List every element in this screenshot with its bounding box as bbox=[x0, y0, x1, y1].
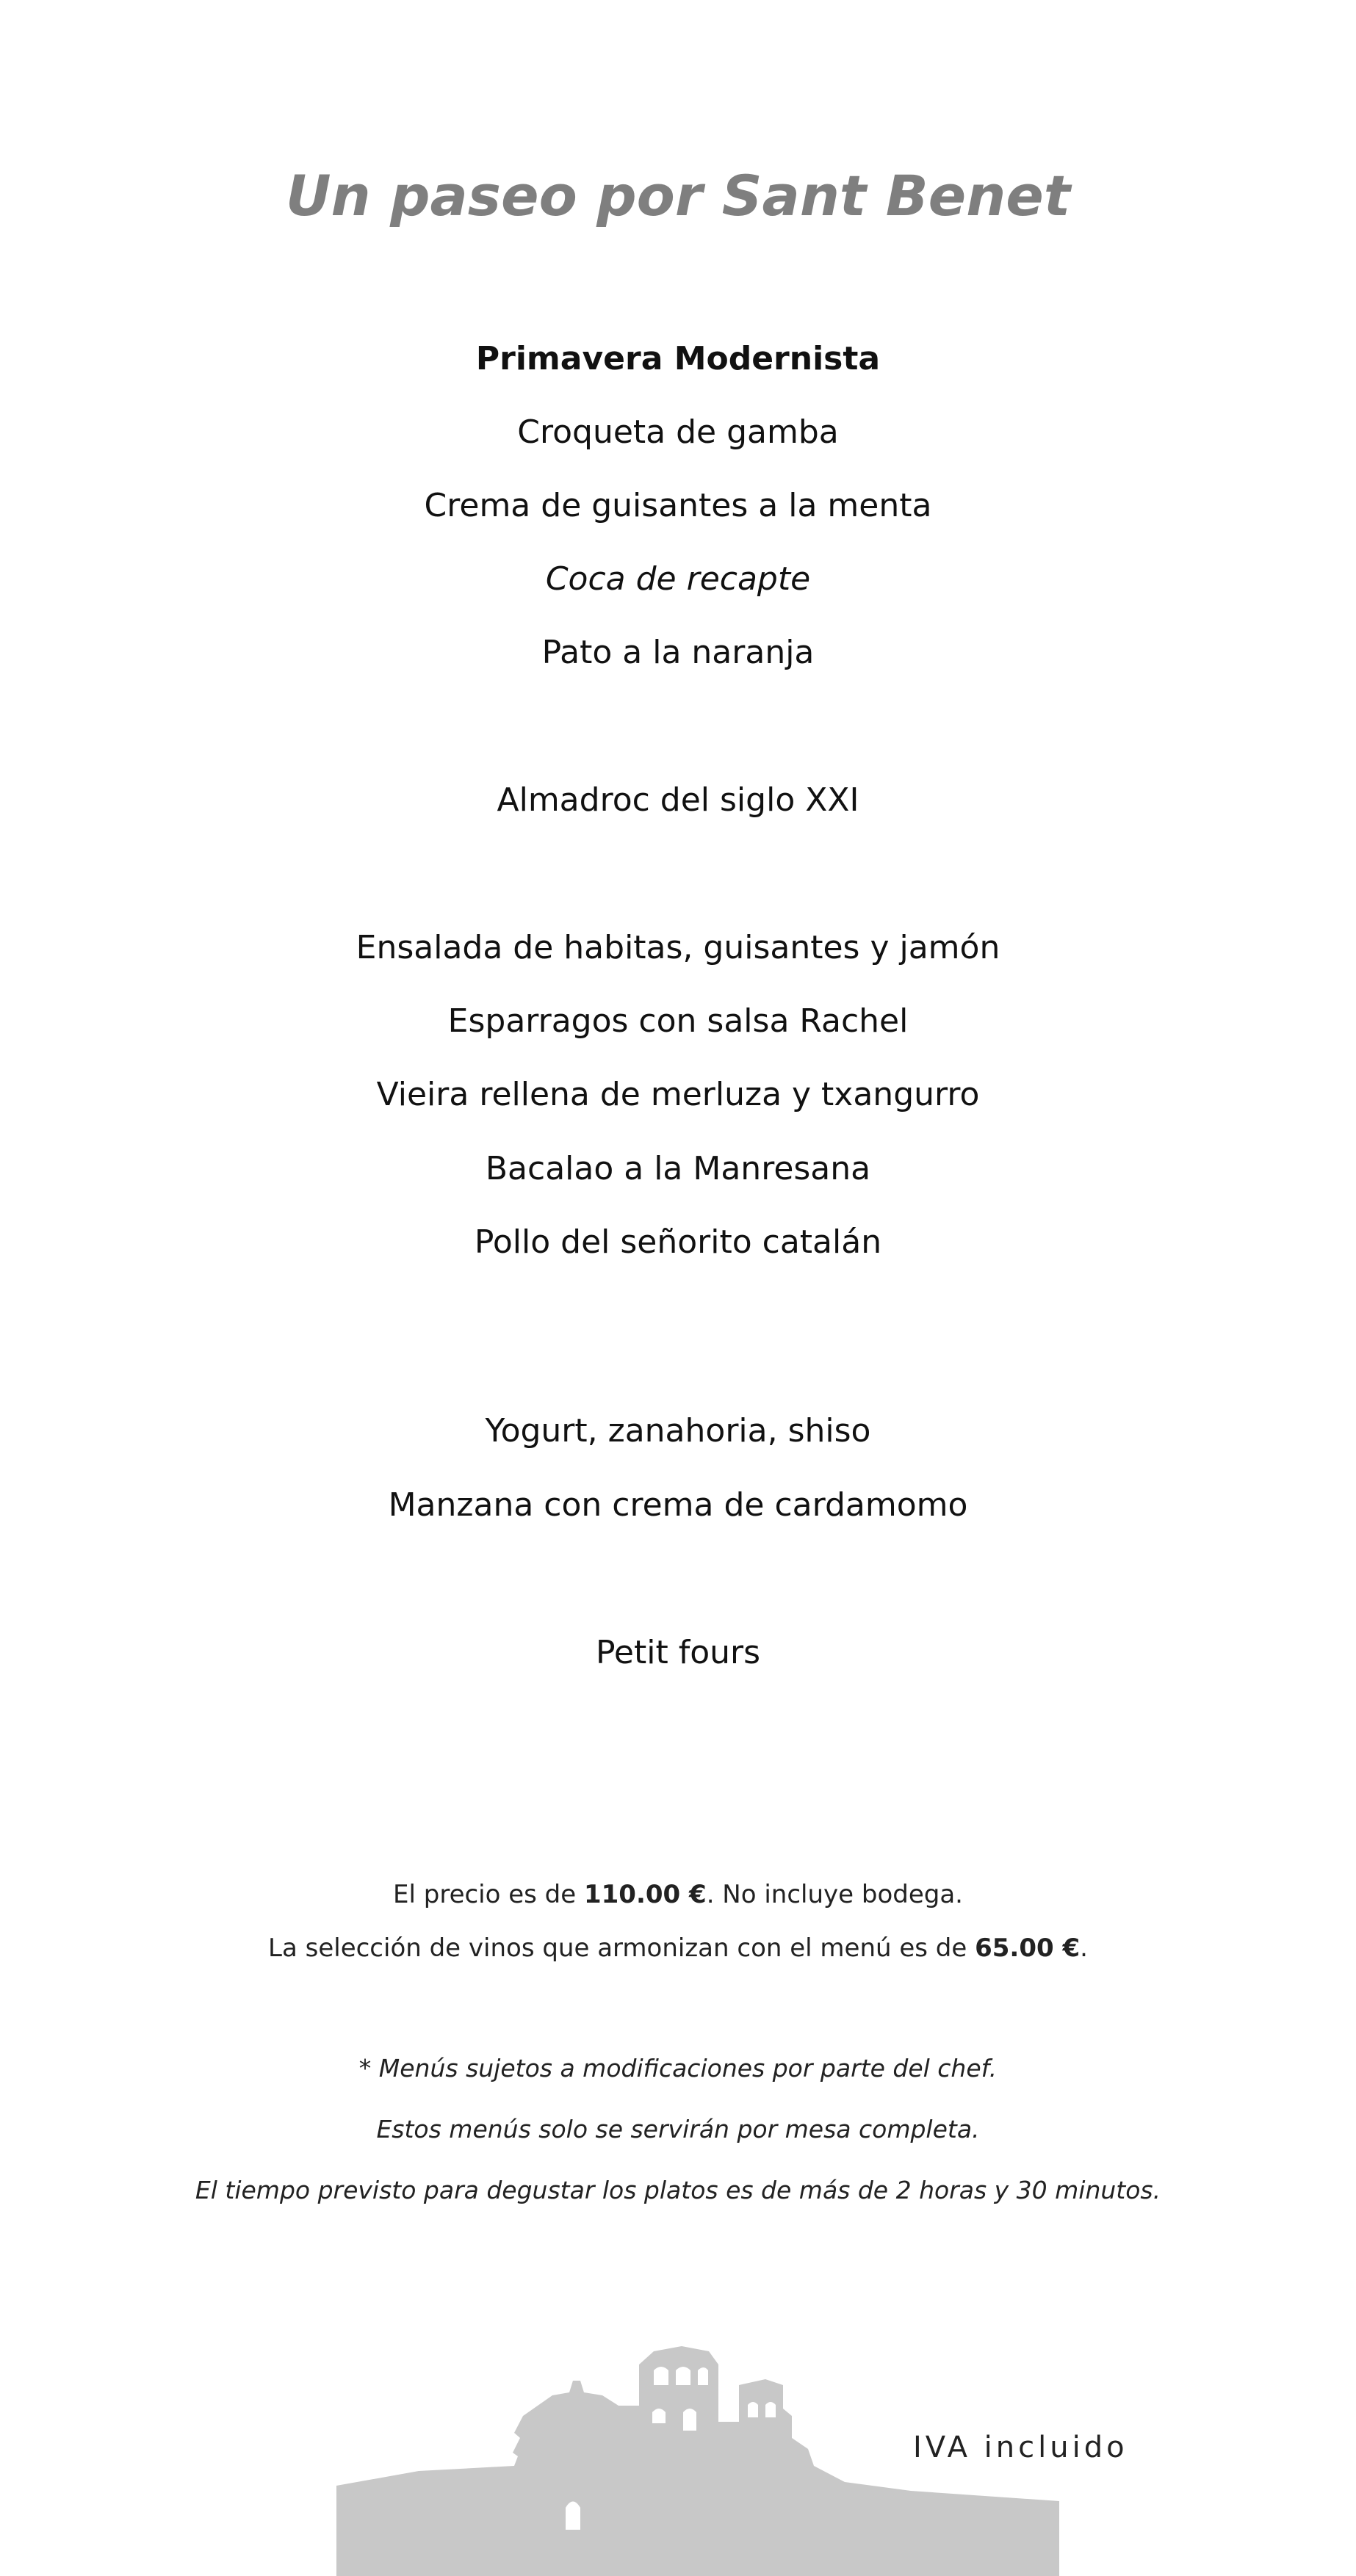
dish-item: Pollo del señorito catalán bbox=[474, 1223, 882, 1261]
dish-item: Pato a la naranja bbox=[541, 634, 815, 671]
dish-item: Esparragos con salsa Rachel bbox=[447, 1002, 909, 1040]
dish-item: Ensalada de habitas, guisantes y jamón bbox=[356, 929, 1000, 966]
wine-prefix: La selección de vinos que armonizan con el menú es de bbox=[268, 1933, 975, 1963]
note-line: * Menús sujetos a modificaciones por parte del chef. bbox=[358, 2054, 998, 2083]
wine-price: 65.00 € bbox=[975, 1933, 1081, 1963]
dish-item: Crema de guisantes a la menta bbox=[424, 487, 932, 524]
note-line: El tiempo previsto para degustar los platos es de más de 2 horas y 30 minutos. bbox=[195, 2176, 1161, 2204]
wine-price-line bbox=[0, 1933, 1356, 1963]
wine-suffix: . bbox=[1080, 1933, 1088, 1963]
price-line bbox=[0, 1880, 1356, 1909]
dish-item: Bacalao a la Manresana bbox=[485, 1150, 871, 1187]
dessert-item: Manzana con crema de cardamomo bbox=[388, 1486, 968, 1524]
dish-item: Petit fours bbox=[595, 1634, 761, 1671]
menu-price: 110.00 € bbox=[583, 1880, 707, 1909]
price-prefix: El precio es de bbox=[393, 1880, 584, 1909]
dish-item: Almadroc del siglo XXI bbox=[497, 781, 859, 819]
dish-item: Vieira rellena de merluza y txangurro bbox=[376, 1076, 980, 1113]
price-suffix: . No incluye bodega. bbox=[706, 1880, 963, 1909]
menu-title: Un paseo por Sant Benet bbox=[285, 163, 1071, 228]
dish-item: Croqueta de gamba bbox=[517, 413, 839, 451]
iva-included-label: IVA incluido bbox=[913, 2431, 1128, 2464]
dessert-item: Yogurt, zanahoria, shiso bbox=[485, 1412, 871, 1450]
section-heading: Primavera Modernista bbox=[475, 340, 881, 377]
note-line: Estos menús solo se servirán por mesa completa. bbox=[376, 2115, 980, 2143]
dish-item: Coca de recapte bbox=[545, 560, 811, 598]
